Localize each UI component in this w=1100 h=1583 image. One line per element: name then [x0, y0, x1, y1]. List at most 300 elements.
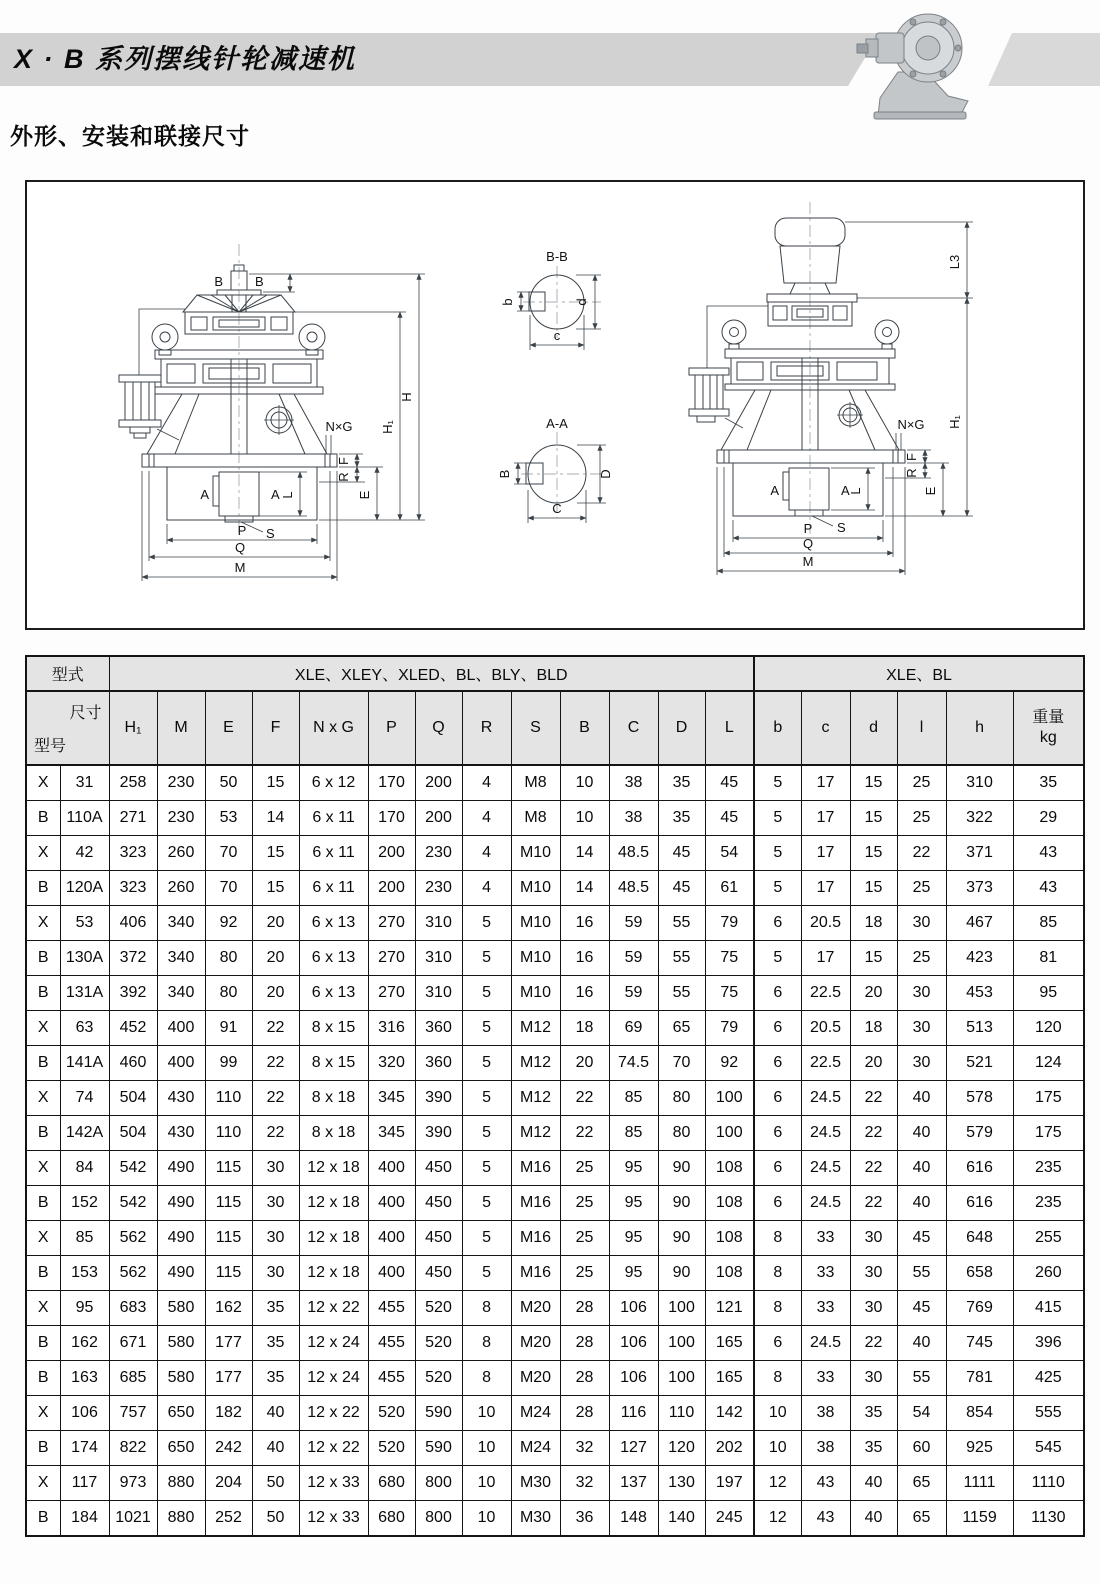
value-cell: 25 [897, 765, 946, 801]
value-cell: 1110 [1013, 1466, 1084, 1501]
value-cell: 40 [897, 1151, 946, 1186]
value-cell: 10 [462, 1396, 511, 1431]
section-aa [497, 416, 613, 523]
model-cell: 110A [60, 801, 109, 836]
value-cell: 50 [252, 1466, 299, 1501]
value-cell: 6 [754, 1151, 801, 1186]
column-header: M [157, 691, 205, 765]
value-cell: 90 [658, 1151, 705, 1186]
value-cell: M10 [511, 941, 560, 976]
value-cell: 425 [1013, 1361, 1084, 1396]
value-cell: 45 [658, 836, 705, 871]
value-cell: 20 [560, 1046, 609, 1081]
value-cell: 520 [368, 1431, 415, 1466]
value-cell: 14 [252, 801, 299, 836]
value-cell: M16 [511, 1256, 560, 1291]
value-cell: 373 [946, 871, 1013, 906]
table-row [26, 1256, 1084, 1291]
value-cell: 8 [462, 1361, 511, 1396]
value-cell: 65 [897, 1501, 946, 1537]
value-cell: 20.5 [801, 906, 850, 941]
value-cell: 10 [560, 765, 609, 801]
dim-label-a: A [841, 483, 850, 498]
value-cell: 6 [754, 1046, 801, 1081]
value-cell: 15 [252, 836, 299, 871]
value-cell: 6 x 12 [299, 765, 368, 801]
value-cell: 685 [109, 1361, 157, 1396]
value-cell: 310 [946, 765, 1013, 801]
value-cell: 6 [754, 976, 801, 1011]
dim-label-e: E [357, 490, 372, 500]
value-cell: 70 [658, 1046, 705, 1081]
value-cell: 25 [560, 1186, 609, 1221]
model-cell: 63 [60, 1011, 109, 1046]
value-cell: 390 [415, 1081, 462, 1116]
value-cell: M20 [511, 1326, 560, 1361]
column-header: B [560, 691, 609, 765]
value-cell: 8 [754, 1256, 801, 1291]
model-cell: 131A [60, 976, 109, 1011]
value-cell: 60 [897, 1431, 946, 1466]
value-cell: 452 [109, 1011, 157, 1046]
value-cell: 197 [705, 1466, 754, 1501]
value-cell: 15 [850, 836, 897, 871]
value-cell: 230 [415, 871, 462, 906]
value-cell: 542 [109, 1151, 157, 1186]
value-cell: 22 [560, 1116, 609, 1151]
value-cell: 85 [1013, 906, 1084, 941]
value-cell: 35 [850, 1431, 897, 1466]
dim-label-l: L [848, 487, 863, 495]
value-cell: 35 [658, 765, 705, 801]
series-cell: B [26, 1116, 60, 1151]
value-cell: 106 [609, 1326, 658, 1361]
value-cell: 90 [658, 1256, 705, 1291]
value-cell: 323 [109, 836, 157, 871]
value-cell: 260 [157, 871, 205, 906]
model-cell: 31 [60, 765, 109, 801]
value-cell: 59 [609, 976, 658, 1011]
value-cell: 260 [1013, 1256, 1084, 1291]
table-row [26, 1431, 1084, 1466]
model-cell: 120A [60, 871, 109, 906]
column-header: H₁ [109, 691, 157, 765]
value-cell: 175 [1013, 1116, 1084, 1151]
value-cell: 148 [609, 1501, 658, 1537]
dimension-table [25, 655, 1085, 1537]
value-cell: 340 [157, 941, 205, 976]
series-cell: X [26, 836, 60, 871]
left-view [119, 244, 425, 581]
value-cell: 55 [897, 1256, 946, 1291]
table-row [26, 1081, 1084, 1116]
value-cell: 490 [157, 1221, 205, 1256]
value-cell: 61 [705, 871, 754, 906]
value-cell: 340 [157, 906, 205, 941]
value-cell: 4 [462, 836, 511, 871]
series-cell: X [26, 765, 60, 801]
dim-label-c-small: c [553, 328, 561, 343]
dim-label-b-mark: B [255, 274, 264, 289]
value-cell: 43 [1013, 871, 1084, 906]
value-cell: 33 [801, 1291, 850, 1326]
value-cell: 12 x 24 [299, 1326, 368, 1361]
model-cell: 174 [60, 1431, 109, 1466]
model-cell: 162 [60, 1326, 109, 1361]
diag-label-model: 型号 [34, 738, 67, 755]
value-cell: 406 [109, 906, 157, 941]
value-cell: 177 [205, 1361, 252, 1396]
value-cell: 115 [205, 1151, 252, 1186]
value-cell: 24.5 [801, 1151, 850, 1186]
value-cell: M20 [511, 1291, 560, 1326]
table-row [26, 836, 1084, 871]
value-cell: 80 [205, 976, 252, 1011]
value-cell: 521 [946, 1046, 1013, 1081]
value-cell: 30 [850, 1291, 897, 1326]
dim-label-f: F [904, 453, 919, 461]
value-cell: M24 [511, 1396, 560, 1431]
value-cell: 450 [415, 1186, 462, 1221]
value-cell: 10 [754, 1431, 801, 1466]
value-cell: 6 [754, 1081, 801, 1116]
type-label-cell: 型式 [26, 656, 109, 691]
value-cell: 22 [252, 1046, 299, 1081]
value-cell: 200 [415, 765, 462, 801]
value-cell: 345 [368, 1116, 415, 1151]
column-header: S [511, 691, 560, 765]
value-cell: 8 x 15 [299, 1046, 368, 1081]
value-cell: 252 [205, 1501, 252, 1537]
value-cell: 12 x 24 [299, 1361, 368, 1396]
value-cell: M10 [511, 871, 560, 906]
series-cell: B [26, 1326, 60, 1361]
section-title-aa: A-A [546, 416, 568, 431]
value-cell: 16 [560, 906, 609, 941]
column-header: C [609, 691, 658, 765]
value-cell: 12 x 18 [299, 1186, 368, 1221]
value-cell: 55 [897, 1361, 946, 1396]
value-cell: 5 [462, 906, 511, 941]
value-cell: 35 [658, 801, 705, 836]
value-cell: 400 [368, 1186, 415, 1221]
column-header: l [897, 691, 946, 765]
value-cell: 5 [462, 941, 511, 976]
value-cell: 40 [897, 1116, 946, 1151]
value-cell: 40 [897, 1326, 946, 1361]
value-cell: 400 [368, 1151, 415, 1186]
table-row [26, 1466, 1084, 1501]
value-cell: 59 [609, 941, 658, 976]
value-cell: 578 [946, 1081, 1013, 1116]
table-row [26, 1221, 1084, 1256]
value-cell: 580 [157, 1326, 205, 1361]
value-cell: 12 x 22 [299, 1396, 368, 1431]
column-header: D [658, 691, 705, 765]
value-cell: 542 [109, 1186, 157, 1221]
value-cell: 115 [205, 1186, 252, 1221]
weight-unit: kg [1039, 729, 1057, 746]
value-cell: 20 [850, 1046, 897, 1081]
series-cell: B [26, 871, 60, 906]
model-cell: 84 [60, 1151, 109, 1186]
value-cell: 35 [1013, 765, 1084, 801]
value-cell: 745 [946, 1326, 1013, 1361]
value-cell: 95 [609, 1221, 658, 1256]
value-cell: 270 [368, 976, 415, 1011]
value-cell: M10 [511, 976, 560, 1011]
value-cell: 5 [462, 1116, 511, 1151]
value-cell: 110 [658, 1396, 705, 1431]
value-cell: 170 [368, 765, 415, 801]
value-cell: 22 [850, 1326, 897, 1361]
table-column-header-row [26, 691, 1084, 765]
value-cell: 95 [609, 1151, 658, 1186]
value-cell: 20 [252, 941, 299, 976]
value-cell: 17 [801, 871, 850, 906]
value-cell: 520 [415, 1291, 462, 1326]
model-cell: 153 [60, 1256, 109, 1291]
value-cell: 17 [801, 941, 850, 976]
dim-label-d-small: d [574, 298, 589, 306]
value-cell: M30 [511, 1501, 560, 1537]
value-cell: 182 [205, 1396, 252, 1431]
value-cell: M12 [511, 1046, 560, 1081]
dim-label-r: R [904, 468, 919, 478]
column-header: h [946, 691, 1013, 765]
value-cell: 5 [462, 1221, 511, 1256]
table-row [26, 976, 1084, 1011]
value-cell: 270 [368, 906, 415, 941]
series-cell: B [26, 976, 60, 1011]
value-cell: 345 [368, 1081, 415, 1116]
value-cell: 1021 [109, 1501, 157, 1537]
value-cell: 127 [609, 1431, 658, 1466]
value-cell: 5 [754, 871, 801, 906]
value-cell: 35 [252, 1326, 299, 1361]
value-cell: 17 [801, 801, 850, 836]
value-cell: 30 [850, 1221, 897, 1256]
value-cell: 5 [462, 1081, 511, 1116]
table-group-header-row [26, 656, 1084, 691]
value-cell: 650 [157, 1431, 205, 1466]
value-cell: 40 [850, 1466, 897, 1501]
value-cell: 245 [705, 1501, 754, 1537]
value-cell: 121 [705, 1291, 754, 1326]
value-cell: 10 [462, 1466, 511, 1501]
value-cell: 80 [205, 941, 252, 976]
dim-label-d-cap: D [598, 469, 613, 479]
value-cell: 30 [252, 1221, 299, 1256]
value-cell: 10 [560, 801, 609, 836]
value-cell: 28 [560, 1291, 609, 1326]
value-cell: 43 [801, 1466, 850, 1501]
value-cell: 769 [946, 1291, 1013, 1326]
value-cell: 520 [415, 1326, 462, 1361]
value-cell: 24.5 [801, 1186, 850, 1221]
value-cell: 81 [1013, 941, 1084, 976]
value-cell: 15 [850, 801, 897, 836]
value-cell: 504 [109, 1081, 157, 1116]
value-cell: 50 [205, 765, 252, 801]
value-cell: 162 [205, 1291, 252, 1326]
value-cell: 579 [946, 1116, 1013, 1151]
value-cell: 38 [609, 765, 658, 801]
value-cell: M20 [511, 1361, 560, 1396]
value-cell: 22 [850, 1116, 897, 1151]
series-cell: X [26, 1291, 60, 1326]
series-cell: B [26, 1361, 60, 1396]
value-cell: 545 [1013, 1431, 1084, 1466]
value-cell: 91 [205, 1011, 252, 1046]
value-cell: 260 [157, 836, 205, 871]
model-cell: 130A [60, 941, 109, 976]
value-cell: 6 x 11 [299, 836, 368, 871]
value-cell: 5 [754, 801, 801, 836]
dim-label-a: A [770, 483, 779, 498]
value-cell: 124 [1013, 1046, 1084, 1081]
table-row [26, 1046, 1084, 1081]
series-cell: B [26, 801, 60, 836]
column-header: R [462, 691, 511, 765]
value-cell: 40 [897, 1081, 946, 1116]
title-banner [0, 33, 1100, 86]
value-cell: 38 [801, 1396, 850, 1431]
value-cell: 800 [415, 1466, 462, 1501]
value-cell: 6 x 11 [299, 871, 368, 906]
value-cell: 4 [462, 871, 511, 906]
dim-label-a: A [271, 487, 280, 502]
value-cell: 22 [850, 1151, 897, 1186]
dim-label-f: F [336, 457, 351, 465]
value-cell: 30 [252, 1151, 299, 1186]
value-cell: 30 [850, 1256, 897, 1291]
value-cell: 92 [205, 906, 252, 941]
value-cell: 100 [658, 1326, 705, 1361]
dim-label-m: M [802, 554, 814, 569]
value-cell: 20 [850, 976, 897, 1011]
value-cell: 95 [1013, 976, 1084, 1011]
dim-label-h: H [399, 392, 414, 402]
value-cell: 18 [560, 1011, 609, 1046]
technical-drawing [27, 182, 1083, 628]
value-cell: 65 [658, 1011, 705, 1046]
value-cell: 92 [705, 1046, 754, 1081]
value-cell: 400 [157, 1046, 205, 1081]
value-cell: 100 [658, 1361, 705, 1396]
dim-label-b-mark: B [214, 274, 223, 289]
value-cell: M12 [511, 1116, 560, 1151]
value-cell: 10 [462, 1501, 511, 1537]
model-cell: 142A [60, 1116, 109, 1151]
value-cell: 450 [415, 1221, 462, 1256]
value-cell: 24.5 [801, 1326, 850, 1361]
value-cell: 38 [801, 1431, 850, 1466]
value-cell: 70 [205, 871, 252, 906]
value-cell: 108 [705, 1256, 754, 1291]
reducer-photo [856, 4, 984, 124]
value-cell: 5 [462, 1151, 511, 1186]
value-cell: 4 [462, 765, 511, 801]
value-cell: 22 [850, 1186, 897, 1221]
series-cell: B [26, 941, 60, 976]
value-cell: 202 [705, 1431, 754, 1466]
value-cell: 15 [252, 765, 299, 801]
series-cell: B [26, 1501, 60, 1537]
value-cell: 648 [946, 1221, 1013, 1256]
series-cell: X [26, 1466, 60, 1501]
value-cell: M12 [511, 1081, 560, 1116]
value-cell: 10 [754, 1396, 801, 1431]
value-cell: 90 [658, 1221, 705, 1256]
column-header: L [705, 691, 754, 765]
value-cell: 35 [252, 1291, 299, 1326]
dim-label-b-small: b [500, 298, 515, 306]
dimension-drawing-panel [25, 180, 1085, 630]
value-cell: 12 x 22 [299, 1431, 368, 1466]
value-cell: 360 [415, 1046, 462, 1081]
dim-label-h1: H₁ [380, 420, 395, 434]
dim-label-r: R [336, 472, 351, 482]
value-cell: M12 [511, 1011, 560, 1046]
value-cell: 5 [462, 1256, 511, 1291]
series-cell: B [26, 1046, 60, 1081]
value-cell: 200 [415, 801, 462, 836]
value-cell: 973 [109, 1466, 157, 1501]
value-cell: 880 [157, 1501, 205, 1537]
value-cell: 22.5 [801, 1046, 850, 1081]
value-cell: 4 [462, 801, 511, 836]
value-cell: 32 [560, 1431, 609, 1466]
value-cell: 562 [109, 1256, 157, 1291]
value-cell: 6 x 13 [299, 906, 368, 941]
dim-label-nxg: N×G [897, 417, 925, 432]
value-cell: 854 [946, 1396, 1013, 1431]
value-cell: 12 x 18 [299, 1256, 368, 1291]
dim-label-q: Q [802, 536, 814, 551]
value-cell: 110 [205, 1116, 252, 1151]
dim-label-q: Q [234, 540, 246, 555]
value-cell: 423 [946, 941, 1013, 976]
value-cell: 800 [415, 1501, 462, 1537]
value-cell: 55 [658, 941, 705, 976]
value-cell: 616 [946, 1186, 1013, 1221]
value-cell: 5 [462, 1011, 511, 1046]
value-cell: 100 [705, 1081, 754, 1116]
value-cell: 5 [462, 1046, 511, 1081]
value-cell: 25 [897, 941, 946, 976]
value-cell: 116 [609, 1396, 658, 1431]
column-header: F [252, 691, 299, 765]
value-cell: 455 [368, 1291, 415, 1326]
table-row [26, 1011, 1084, 1046]
model-cell: 42 [60, 836, 109, 871]
dim-label-nxg: N×G [325, 419, 353, 434]
value-cell: 30 [897, 976, 946, 1011]
value-cell: 10 [462, 1431, 511, 1466]
section-bb [500, 249, 601, 350]
value-cell: 45 [658, 871, 705, 906]
value-cell: 38 [609, 801, 658, 836]
value-cell: 925 [946, 1431, 1013, 1466]
series-cell: X [26, 906, 60, 941]
value-cell: 24.5 [801, 1081, 850, 1116]
value-cell: 33 [801, 1361, 850, 1396]
value-cell: 204 [205, 1466, 252, 1501]
value-cell: 95 [609, 1186, 658, 1221]
value-cell: 59 [609, 906, 658, 941]
dim-label-l: L [280, 491, 295, 499]
